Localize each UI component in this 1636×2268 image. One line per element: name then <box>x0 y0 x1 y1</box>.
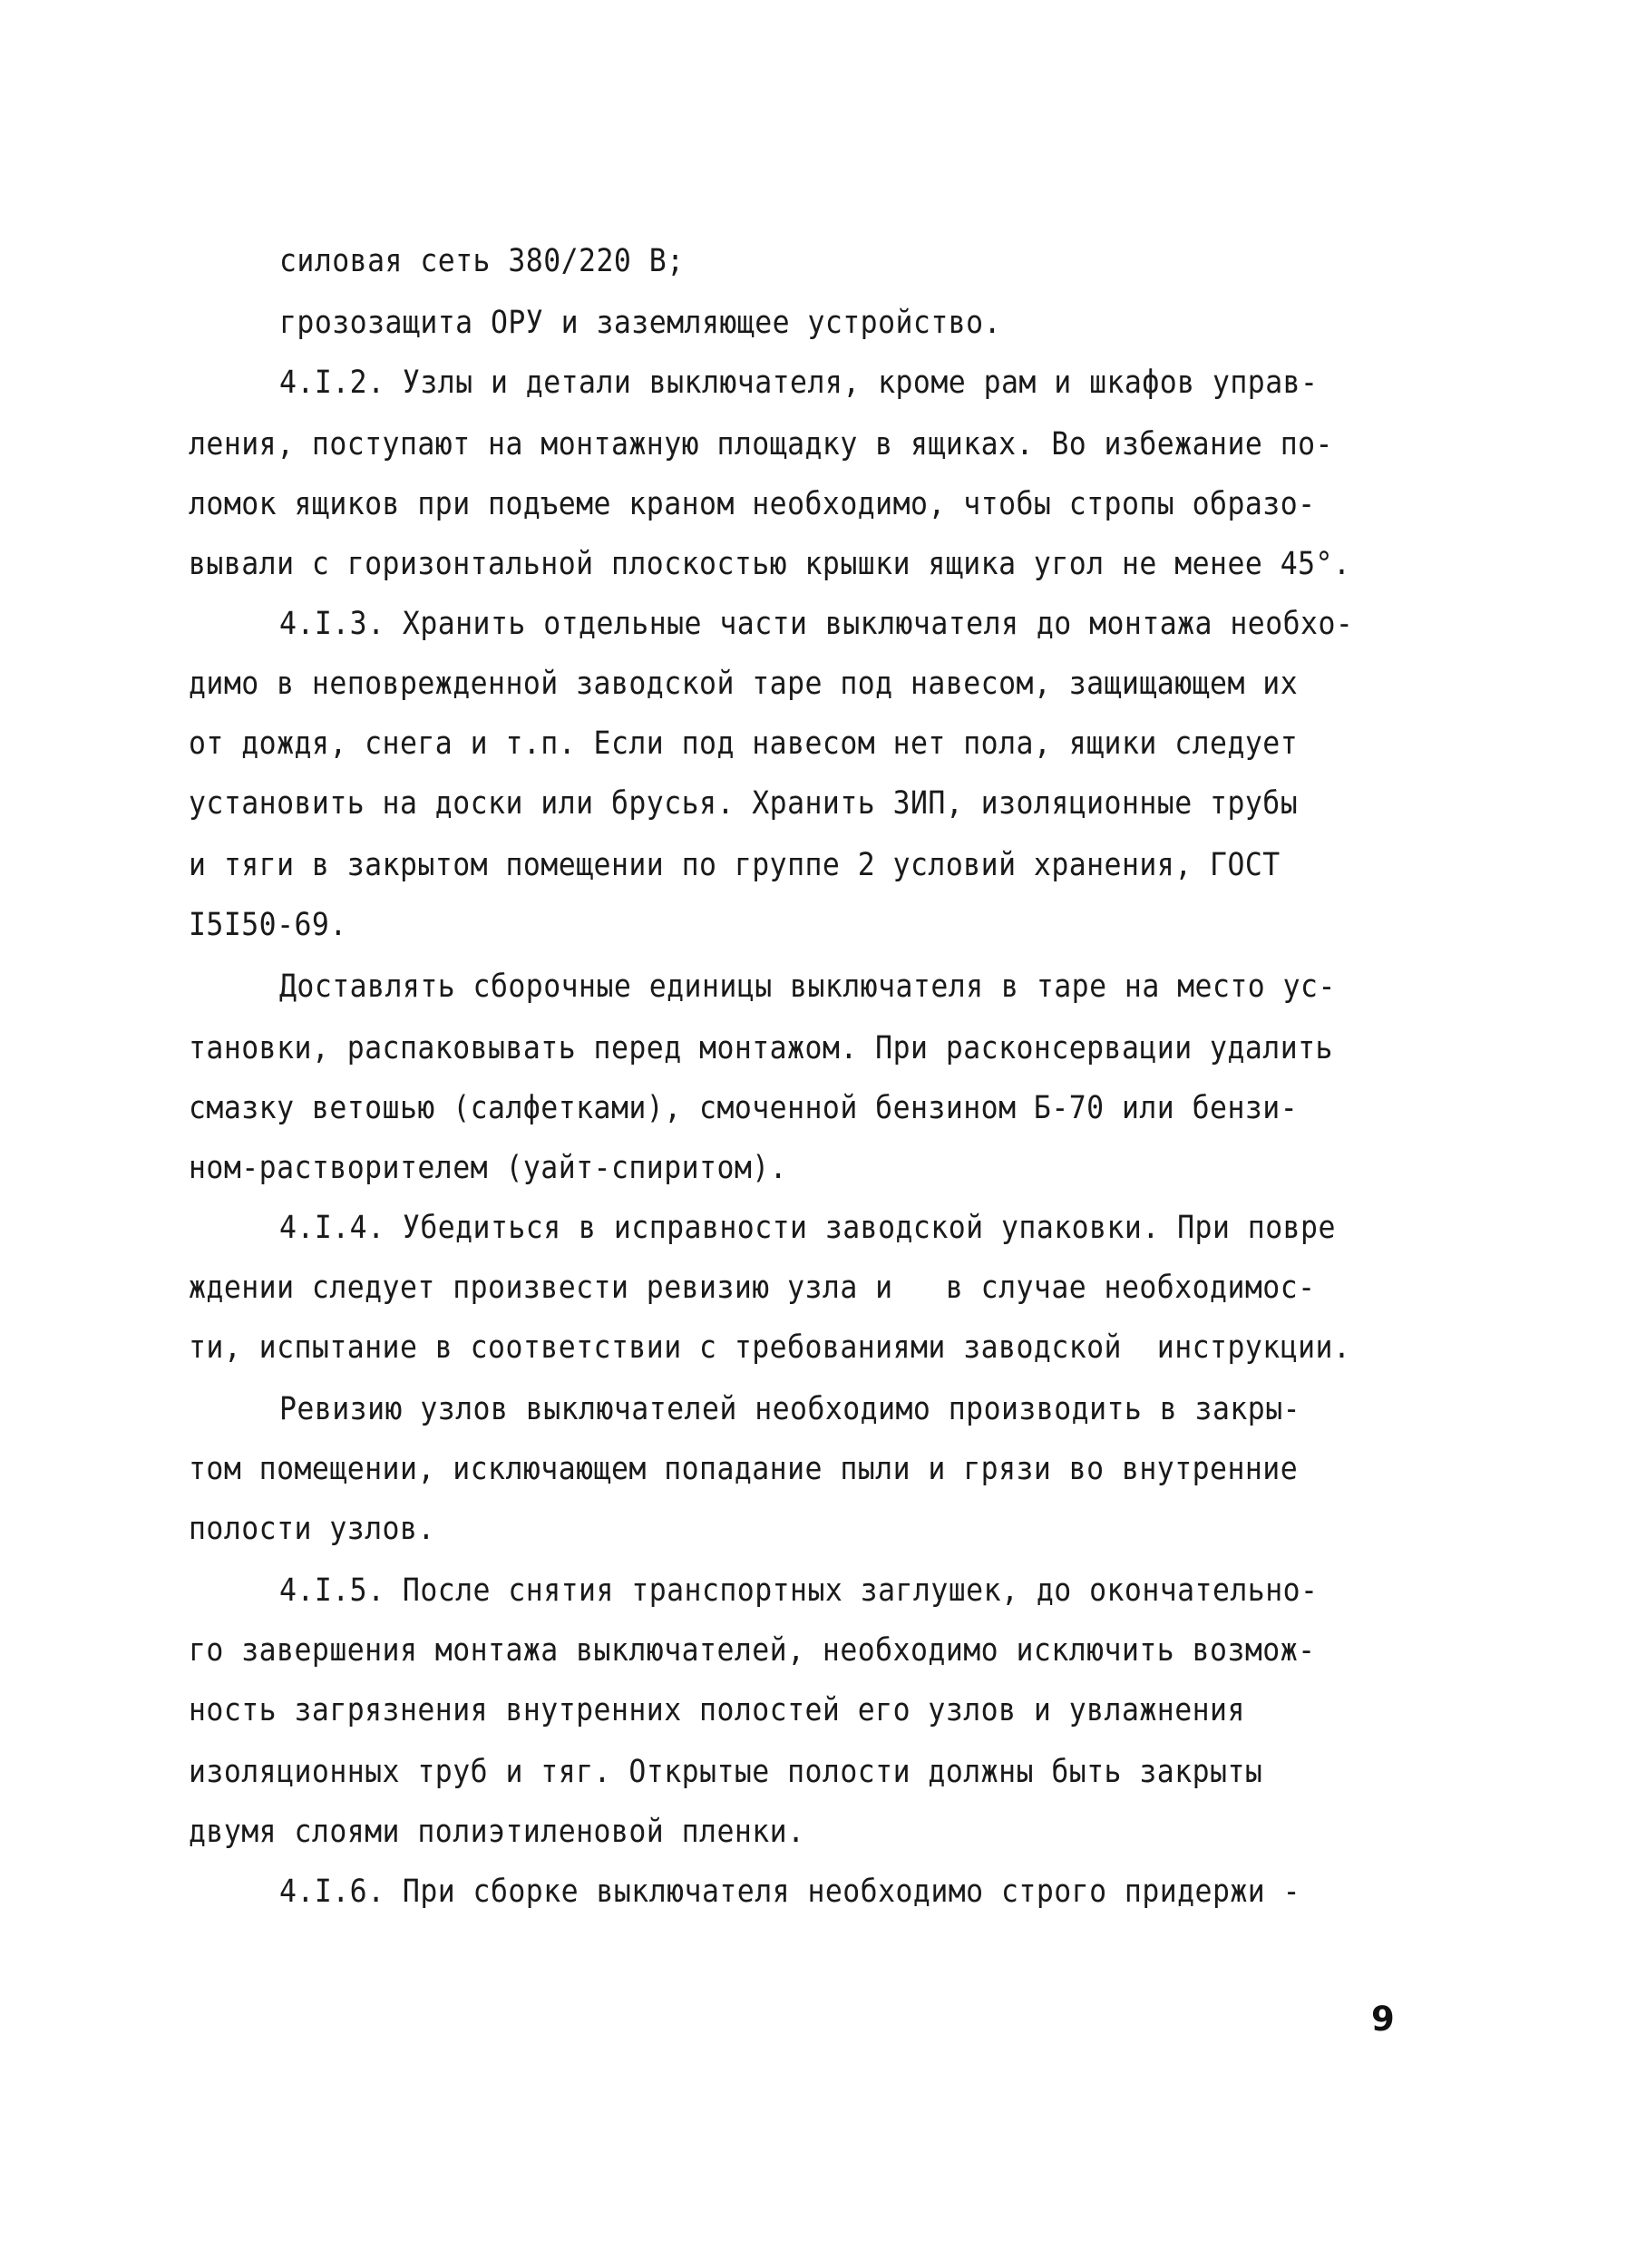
page-number: 9 <box>1371 2000 1395 2039</box>
text-line: изоляционных труб и тяг. Открытые полости должны быть закрыты <box>189 1754 1263 1790</box>
text-line: го завершения монтажа выключателей, необходимо исключить возмож- <box>189 1632 1316 1669</box>
paragraph-4-1-3-start: 4.I.3. Хранить отдельные части выключателя до монтажа необхо- <box>279 606 1354 642</box>
text-line: и тяги в закрытом помещении по группе 2 условий хранения, ГОСТ <box>189 847 1281 883</box>
text-line: силовая сеть 380/220 В; <box>279 243 685 279</box>
text-line: ти, испытание в соответствии с требованиями заводской инструкции. <box>189 1329 1351 1366</box>
paragraph-4-1-2-start: 4.I.2. Узлы и детали выключателя, кроме рам и шкафов управ- <box>279 365 1319 401</box>
text-line: ность загрязнения внутренних полостей его узлов и увлажнения <box>189 1692 1245 1728</box>
text-line: полости узлов. <box>189 1511 435 1547</box>
text-line: смазку ветошью (салфетками), смоченной бензином Б-70 или бензи- <box>189 1090 1299 1126</box>
text-line: грозозащита ОРУ и заземляющее устройство. <box>279 305 1002 341</box>
text-line: ления, поступают на монтажную площадку в ящиках. Во избежание по- <box>189 426 1333 462</box>
paragraph-revision-start: Ревизию узлов выключателей необходимо производить в закры- <box>279 1391 1301 1427</box>
text-line: I5I50-69. <box>189 907 347 943</box>
text-line: том помещении, исключающем попадание пыли и грязи во внутренние <box>189 1451 1299 1487</box>
paragraph-4-1-4-start: 4.I.4. Убедиться в исправности заводской упаковки. При повре <box>279 1210 1336 1246</box>
text-line: ломок ящиков при подъеме краном необходимо, чтобы стропы образо- <box>189 486 1316 522</box>
text-line: вывали с горизонтальной плоскостью крышки ящика угол не менее 45°. <box>189 546 1351 582</box>
paragraph-4-1-5-start: 4.I.5. После снятия транспортных заглушек, до окончательно- <box>279 1572 1319 1609</box>
text-line: ждении следует произвести ревизию узла и в случае необходимос- <box>189 1270 1316 1306</box>
text-line: от дождя, снега и т.п. Если под навесом нет пола, ящики следует <box>189 725 1299 762</box>
text-line: тановки, распаковывать перед монтажом. При расконсервации удалить <box>189 1030 1333 1066</box>
text-line: димо в неповрежденной заводской таре под навесом, защищающем их <box>189 666 1299 702</box>
text-line: ном-растворителем (уайт-спиритом). <box>189 1150 788 1186</box>
text-line: двумя слоями полиэтиленовой пленки. <box>189 1814 805 1850</box>
text-line: установить на доски или брусья. Хранить ЗИП, изоляционные трубы <box>189 785 1299 822</box>
paragraph-4-1-6-start: 4.I.6. При сборке выключателя необходимо строго придержи - <box>279 1874 1301 1910</box>
paragraph-delivery-start: Доставлять сборочные единицы выключателя в таре на место ус- <box>279 969 1336 1005</box>
